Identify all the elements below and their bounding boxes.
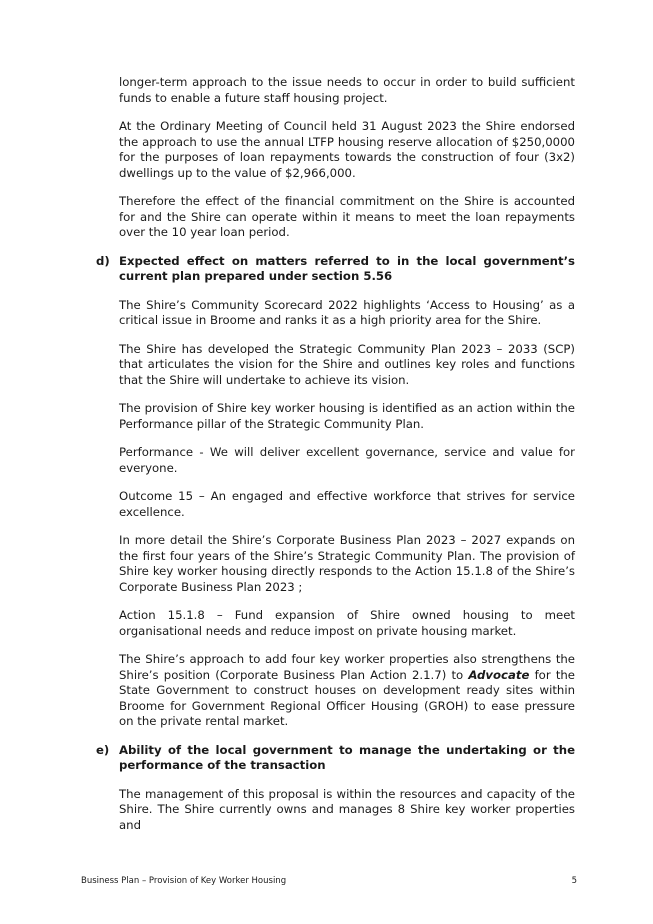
text-span: The Shire’s approach to add four key worker properties also strengthens the Shire’s position (Corporate Business Plan Action 2.1.7) to xyxy=(119,652,575,682)
paragraph: Performance - We will deliver excellent governance, service and value for everyone. xyxy=(119,445,575,475)
paragraph: The Shire has developed the Strategic Community Plan 2023 – 2033 (SCP) that articulates the vision for the Shire and outlines key roles and functions that the Shire will undertake to achieve its vision. xyxy=(119,341,575,387)
section-letter: d) xyxy=(96,253,110,268)
section-heading-text: Expected effect on matters referred to in the local government’s current plan prepared under section 5.56 xyxy=(119,253,575,283)
emphasis-advocate: Advocate xyxy=(468,667,530,682)
page-footer xyxy=(81,876,577,886)
paragraph: The management of this proposal is within the resources and capacity of the Shire. The Shire currently owns and manages 8 Shire key worker properties and xyxy=(119,786,575,832)
paragraph: longer-term approach to the issue needs to occur in order to build sufficient funds to enable a future staff housing project. xyxy=(119,75,575,105)
section-e-heading xyxy=(96,742,575,774)
paragraph: The provision of Shire key worker housing is identified as an action within the Performance pillar of the Strategic Community Plan. xyxy=(119,401,575,431)
page-number: 5 xyxy=(571,876,577,886)
paragraph: At the Ordinary Meeting of Council held 31 August 2023 the Shire endorsed the approach to use the annual LTFP housing reserve allocation of $250,0000 for the purposes of loan repayments towards the construction of four (3x2) dwellings up to the value of $2,966,000. xyxy=(119,119,575,180)
text-span: for the State Government to construct houses on development ready sites within Broome for Government Regional Officer Housing (GROH) to ease pressure on the private rental market. xyxy=(119,667,575,728)
paragraph: In more detail the Shire’s Corporate Business Plan 2023 – 2027 expands on the first four years of the Shire’s Strategic Community Plan. The provision of Shire key worker housing directly responds to the Action 15.1.8 of the Shire’s Corporate Business Plan 2023 ; xyxy=(119,533,575,594)
paragraph: Therefore the effect of the financial commitment on the Shire is accounted for and the Shire can operate within it means to meet the loan repayments over the 10 year loan period. xyxy=(119,194,575,239)
section-heading-text: Ability of the local government to manage the undertaking or the performance of the transaction xyxy=(119,742,575,772)
footer-title: Business Plan – Provision of Key Worker Housing xyxy=(81,876,287,886)
paragraph: The Shire’s Community Scorecard 2022 highlights ‘Access to Housing’ as a critical issue in Broome and ranks it as a high priority area for the Shire. xyxy=(119,297,575,327)
section-d-heading xyxy=(96,253,575,285)
paragraph: Action 15.1.8 – Fund expansion of Shire owned housing to meet organisational needs and reduce impost on private housing market. xyxy=(119,608,575,638)
paragraph: Outcome 15 – An engaged and effective workforce that strives for service excellence. xyxy=(119,489,575,519)
page-content xyxy=(96,75,575,833)
section-letter: e) xyxy=(96,742,110,757)
paragraph-advocate xyxy=(119,652,575,730)
